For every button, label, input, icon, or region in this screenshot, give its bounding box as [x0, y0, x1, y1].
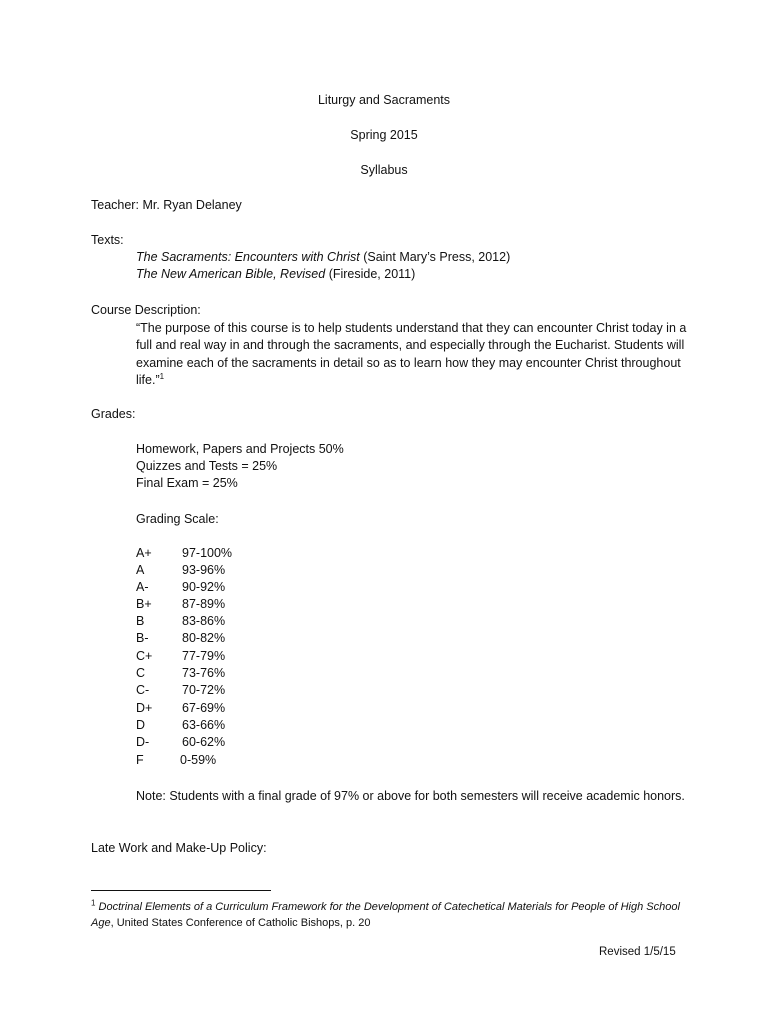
grade-scale-row — [136, 613, 336, 630]
grade-scale-row — [136, 596, 336, 613]
grade-letter: C+ — [136, 649, 153, 663]
grades-label: Grades: — [91, 407, 136, 421]
grade-letter: B+ — [136, 597, 152, 611]
grade-scale-row — [136, 717, 336, 734]
grade-weight: Homework, Papers and Projects 50% — [136, 442, 344, 456]
grade-scale-row — [136, 752, 336, 769]
grade-range: 70-72% — [182, 683, 226, 697]
grade-letter: D- — [136, 735, 150, 749]
footnote-mark: 1 — [91, 898, 96, 908]
honors-note: Note: Students with a final grade of 97% or above for both semesters will receive academic honors. — [136, 789, 685, 803]
grade-range: 67-69% — [182, 701, 226, 715]
grade-scale-row — [136, 734, 336, 751]
grade-range: 0-59% — [180, 753, 217, 767]
document-type: Syllabus — [360, 163, 408, 177]
course-description-quote — [136, 320, 696, 389]
grade-letter: A+ — [136, 546, 152, 560]
text-publisher: (Saint Mary’s Press, 2012) — [363, 250, 511, 264]
grade-range: 60-62% — [182, 735, 226, 749]
text-publisher: (Fireside, 2011) — [328, 267, 416, 281]
grade-scale-row — [136, 682, 336, 699]
text-item — [136, 266, 415, 283]
grade-weight: Quizzes and Tests = 25% — [136, 459, 278, 473]
grade-letter: C- — [136, 683, 150, 697]
teacher-label: Teacher: — [91, 198, 139, 212]
text-title: The Sacraments: Encounters with Christ — [136, 250, 360, 264]
footnote-title: Doctrinal Elements of a Curriculum Framework for the Development of Catechetical Materials for People of High School Age — [91, 901, 680, 929]
footnote-source: , United States Conference of Catholic Bishops, p. 20 — [110, 917, 371, 929]
grade-range: 90-92% — [182, 580, 226, 594]
text-title: The New American Bible, Revised — [136, 267, 326, 281]
course-description-label: Course Description: — [91, 303, 201, 317]
grade-range: 87-89% — [182, 597, 226, 611]
grade-letter: B- — [136, 631, 149, 645]
grade-range: 97-100% — [182, 546, 233, 560]
text-item — [136, 249, 510, 266]
grading-scale-label: Grading Scale: — [136, 512, 219, 526]
late-work-label: Late Work and Make-Up Policy: — [91, 841, 267, 855]
grade-range: 83-86% — [182, 614, 226, 628]
revised-date: Revised 1/5/15 — [599, 946, 676, 958]
grade-scale-row — [136, 545, 336, 562]
teacher-name: Mr. Ryan Delaney — [142, 198, 242, 212]
grade-scale-row — [136, 700, 336, 717]
grade-letter: B — [136, 614, 145, 628]
grade-weight: Final Exam = 25% — [136, 476, 238, 490]
footnote-divider — [91, 890, 271, 891]
grade-range: 80-82% — [182, 631, 226, 645]
grade-range: 77-79% — [182, 649, 226, 663]
grade-letter: F — [136, 753, 144, 767]
footnote — [91, 899, 691, 931]
grade-range: 73-76% — [182, 666, 226, 680]
grade-letter: D — [136, 718, 146, 732]
course-description-text: “The purpose of this course is to help students understand that they can encounter Christ today in a full and real way in and through the sacraments, and especially through the Eucharist. Students will examine each of the sacraments in detail so as to learn how they may encounter Christ throughout life.” — [136, 321, 687, 387]
document-term: Spring 2015 — [350, 128, 418, 142]
grade-letter: D+ — [136, 701, 153, 715]
grade-scale-row — [136, 665, 336, 682]
grade-letter: A — [136, 563, 145, 577]
grade-scale-row — [136, 630, 336, 647]
grade-range: 63-66% — [182, 718, 226, 732]
texts-label: Texts: — [91, 233, 124, 247]
teacher-line — [91, 197, 242, 214]
footnote-reference: 1 — [159, 371, 165, 381]
grade-letter: A- — [136, 580, 149, 594]
grade-scale-row — [136, 562, 336, 579]
document-title: Liturgy and Sacraments — [317, 93, 450, 107]
grade-scale-row — [136, 648, 336, 665]
grade-letter: C — [136, 666, 146, 680]
grade-scale-row — [136, 579, 336, 596]
grade-range: 93-96% — [182, 563, 226, 577]
